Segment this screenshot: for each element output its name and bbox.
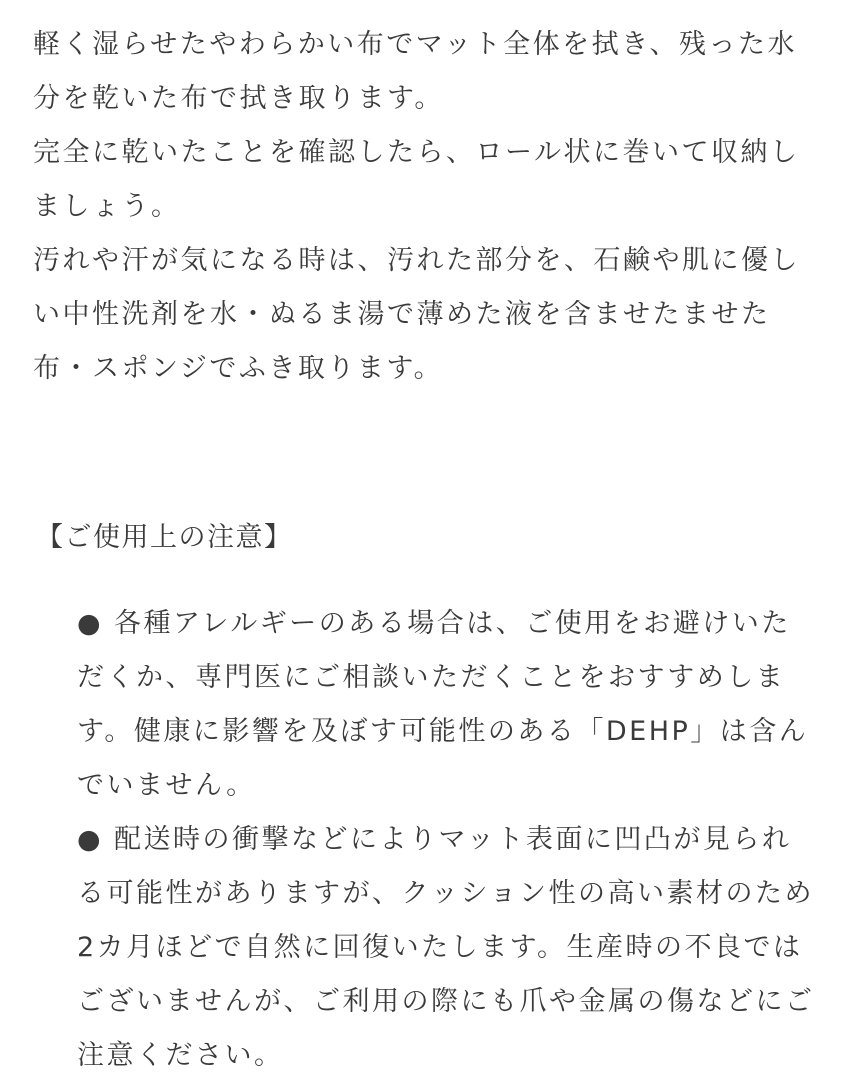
bullet-icon: ● xyxy=(77,608,101,639)
cautions-heading: 【ご使用上の注意】 xyxy=(36,522,293,553)
care-paragraph-storage: 完全に乾いたことを確認したら、ロール状に巻いて収納しましょう。 xyxy=(33,137,800,222)
care-paragraph-stains: 汚れや汗が気になる時は、汚れた部分を、石鹸や肌に優しい中性洗剤を水・ぬるま湯で薄めた液を含ませたませた布・スポンジでふき取ります。 xyxy=(33,245,800,384)
cautions-list xyxy=(77,597,817,1083)
caution-text-delivery: 配送時の衝撃などによりマット表面に凹凸が見られる可能性がありますが、クッション性の高い素材のため2カ月ほどで自然に回復いたします。生産時の不良ではございませんが、ご利用の際にも爪や金属の傷などにご注意ください。 xyxy=(77,824,815,1071)
care-paragraph-wipe: 軽く湿らせたやわらかい布でマット全体を拭き、残った水分を乾いた布で拭き取ります。 xyxy=(33,29,798,114)
caution-item-delivery xyxy=(77,813,817,1083)
caution-text-allergy: 各種アレルギーのある場合は、ご使用をお避けいただくか、専門医にご相談いただくことをおすすめします。健康に影響を及ぼす可能性のある「DEHP」は含んでいません。 xyxy=(77,608,809,801)
bullet-icon: ● xyxy=(77,824,101,855)
care-instructions xyxy=(33,18,813,396)
caution-item-allergy xyxy=(77,597,817,813)
